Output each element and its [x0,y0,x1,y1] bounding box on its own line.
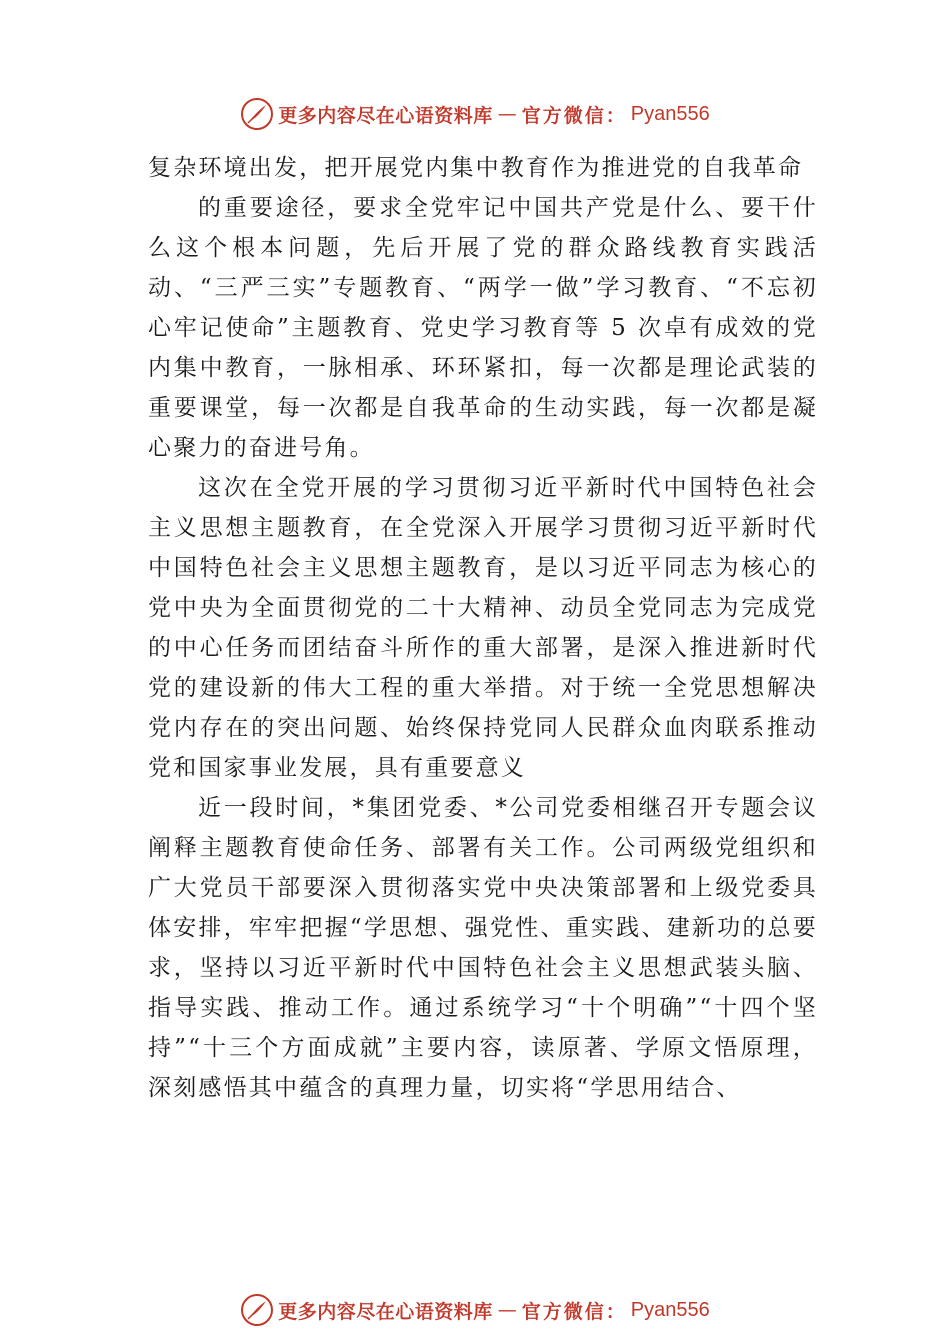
watermark-wechat-label: 官方微信： [521,104,627,127]
document-body [148,148,818,1108]
paragraph-4: 近一段时间，*集团党委、*公司党委相继召开专题会议阐释主题教育使命任务、部署有关工作。公司两级党组织和广大党员干部要深入贯彻落实党中央决策部署和上级党委具体安排，牢牢把握“学思想、强党性、重实践、建新功的总要求，坚持以习近平新时代中国特色社会主义思想武装头脑、指导实践、推动工作。通过系统学习“十个明确”“十四个坚持”“十三个方面成就”主要内容，读原著、学原文悟原理，深刻感悟其中蕴含的真理力量，切实将“学思用结合、 [148,795,818,1101]
watermark-wechat-label: 官方微信： [521,1300,627,1323]
watermark-text: 更多内容尽在心语资料库 [278,104,493,127]
paragraph-3: 这次在全党开展的学习贯彻习近平新时代中国特色社会主义思想主题教育，在全党深入开展学习贯彻习近平新时代中国特色社会主义思想主题教育，是以习近平同志为核心的党中央为全面贯彻党的二十大精神、动员全党同志为完成党的中心任务而团结奋斗所作的重大部署，是深入推进新时代党的建设新的伟大工程的重大举措。对于统一全党思想解决党内存在的突出问题、始终保持党同人民群众血肉联系推动党和国家事业发展，具有重要意义 [148,475,818,781]
paragraph-2: 的重要途径，要求全党牢记中国共产党是什么、要干什么这个根本问题，先后开展了党的群众路线教育实践活动、“三严三实”专题教育、“两学一做”学习教育、“不忘初心牢记使命”主题教育、党史学习教育等 5 次卓有成效的党内集中教育，一脉相承、环环紧扣，每一次都是理论武装的重要课堂，每一次都是自我革命的生动实践，每一次都是凝心聚力的奋进号角。 [148,195,818,461]
watermark-text: 更多内容尽在心语资料库 [278,1300,493,1323]
header-watermark [0,94,950,134]
footer-watermark [0,1290,950,1330]
feather-logo-icon [240,1293,274,1327]
paragraph-1: 复杂环境出发，把开展党内集中教育作为推进党的自我革命 [148,155,804,181]
watermark-dash: — [497,1299,517,1321]
watermark-wechat-id: Pyan556 [630,102,710,125]
watermark-wechat-id: Pyan556 [630,1298,710,1321]
feather-logo-icon [240,97,274,131]
watermark-dash: — [497,103,517,125]
